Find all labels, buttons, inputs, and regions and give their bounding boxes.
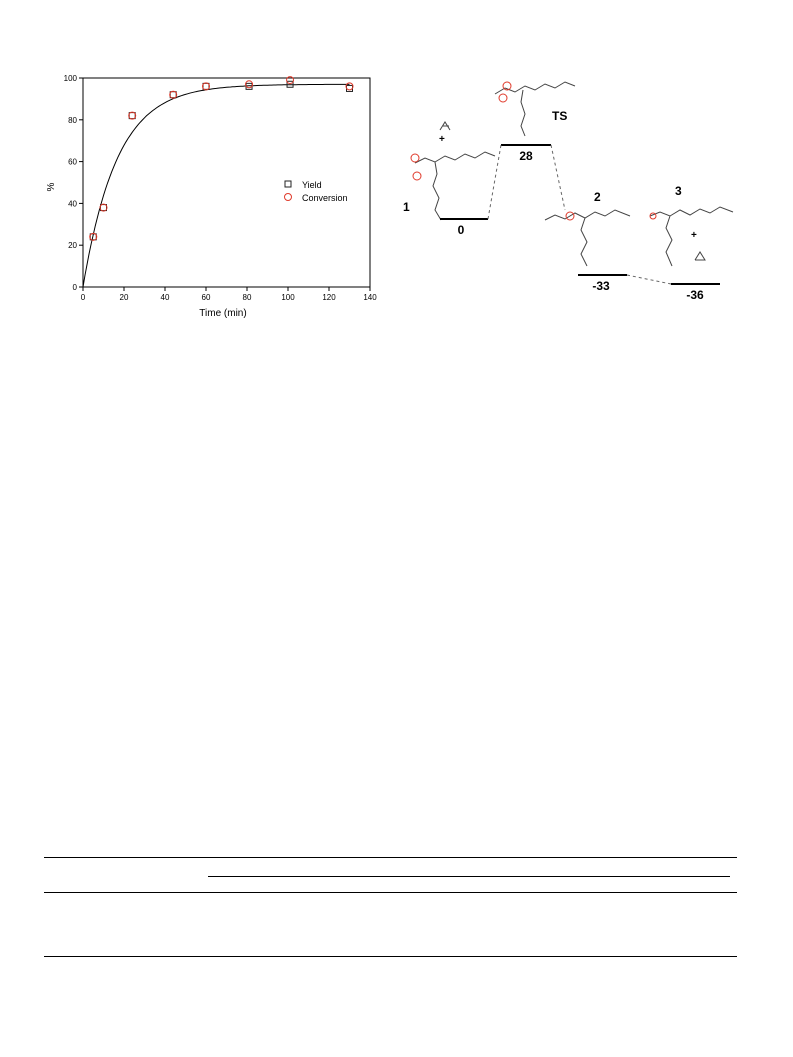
y-tick-label: 60	[68, 157, 77, 167]
table-bottom-rule	[44, 956, 737, 957]
x-tick-label: 40	[160, 293, 170, 302]
energy-profile-diagram	[395, 70, 755, 310]
conversion-point	[170, 91, 177, 98]
y-tick-label: 80	[68, 115, 77, 125]
conversion-point	[203, 83, 210, 90]
conversion-point	[100, 204, 107, 211]
legend-label: Yield	[302, 180, 322, 190]
chart-legend	[285, 180, 348, 203]
yield-point	[129, 113, 135, 119]
legend-label: Conversion	[302, 193, 348, 203]
yield-point	[347, 85, 353, 91]
y-tick-label: 20	[68, 241, 77, 251]
chart-axes	[64, 74, 378, 302]
level-connectors	[488, 145, 671, 284]
label-species-3: 3	[675, 184, 682, 198]
level-value-ts: 28	[519, 149, 533, 163]
label-species-1: 1	[403, 200, 410, 214]
level-value-2: -33	[592, 279, 610, 293]
label-species-2: 2	[594, 190, 601, 204]
plus-sign-2: +	[691, 230, 697, 241]
y-tick-label: 0	[72, 283, 77, 292]
x-axis-label: Time (min)	[199, 308, 247, 319]
molecule-2-structure	[545, 210, 630, 266]
x-tick-label: 100	[281, 293, 295, 302]
legend-conversion-marker	[285, 194, 292, 201]
x-tick-label: 60	[201, 293, 211, 302]
y-axis-label: %	[46, 182, 57, 192]
x-tick-label: 120	[322, 293, 336, 302]
conversion-point	[246, 81, 253, 88]
x-tick-label: 80	[242, 293, 252, 302]
table-header-bottom-rule	[44, 892, 737, 893]
y-tick-label: 40	[68, 199, 77, 209]
x-tick-label: 140	[363, 293, 377, 302]
label-species-ts: TS	[552, 109, 568, 123]
level-value-1: 0	[457, 223, 465, 237]
kinetics-chart	[40, 66, 380, 326]
conversion-point	[129, 112, 136, 119]
y-tick-label: 100	[63, 74, 77, 83]
table-header-subrule	[208, 876, 730, 877]
yield-point	[203, 83, 209, 89]
table-top-rule	[44, 857, 737, 858]
yield-point	[170, 92, 176, 98]
x-tick-label: 0	[80, 293, 86, 302]
plot-frame	[83, 78, 370, 287]
data-points	[90, 77, 353, 241]
level-value-3: -36	[686, 288, 704, 302]
legend-yield-marker	[285, 181, 291, 187]
molecule-1-structure	[411, 122, 495, 220]
yield-point	[101, 205, 107, 211]
plus-sign-1: +	[439, 134, 445, 145]
x-tick-label: 20	[119, 293, 129, 302]
